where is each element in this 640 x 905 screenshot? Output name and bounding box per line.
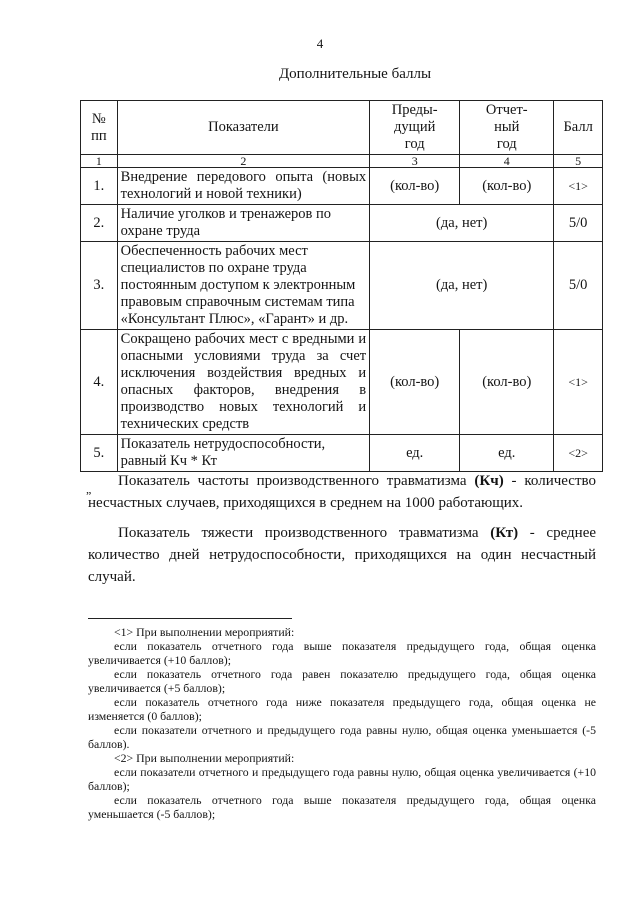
table-row bbox=[81, 205, 603, 242]
table-row bbox=[81, 242, 603, 330]
paragraph-text: Показатель частоты производственного травматизма bbox=[118, 473, 475, 489]
footnote-line: <1> При выполнении мероприятий: bbox=[114, 625, 295, 639]
header-num bbox=[81, 101, 118, 155]
row-indicator: Обеспеченность рабочих мест специалистов по охране труда постоянным доступом к электронным правовым справочным системам типа «Консультант Плюс», «Гарант» и др. bbox=[117, 242, 369, 330]
footnote-divider bbox=[88, 618, 292, 619]
footnote-line: если показатели отчетного и предыдущего года равны нулю, общая оценка уменьшается (-5 баллов). bbox=[88, 723, 596, 751]
page-title: Дополнительные баллы bbox=[278, 66, 432, 82]
row-score: 5/0 bbox=[554, 205, 603, 242]
row-number: 3. bbox=[81, 242, 118, 330]
header-num-line1: № bbox=[91, 110, 106, 127]
row-report-value: (кол-во) bbox=[460, 330, 554, 435]
row-prev-value: (кол-во) bbox=[370, 168, 460, 205]
table-row bbox=[81, 435, 603, 472]
paragraph-frequency bbox=[88, 470, 596, 514]
footnote-line: если показатель отчетного года выше показателя предыдущего года, общая оценка уменьшается (-5 баллов); bbox=[88, 793, 596, 821]
row-number: 5. bbox=[81, 435, 118, 472]
table-index-row bbox=[81, 155, 603, 168]
footnotes bbox=[88, 625, 596, 821]
row-merged-value: (да, нет) bbox=[370, 205, 554, 242]
header-score: Балл bbox=[554, 101, 603, 155]
index-cell: 3 bbox=[370, 155, 460, 168]
row-score: <2> bbox=[554, 435, 603, 472]
footnote-line: если показатели отчетного и предыдущего года равны нулю, общая оценка увеличивается (+10 баллов); bbox=[88, 765, 596, 793]
header-report-year bbox=[460, 101, 554, 155]
index-cell: 1 bbox=[81, 155, 118, 168]
row-score: 5/0 bbox=[554, 242, 603, 330]
row-report-value: ед. bbox=[460, 435, 554, 472]
header-prev-line3: год bbox=[404, 136, 425, 152]
row-indicator: Внедрение передового опыта (новых технологий и новой техники) bbox=[117, 168, 369, 205]
row-indicator: Наличие уголков и тренажеров по охране труда bbox=[117, 205, 369, 242]
header-prev-year bbox=[370, 101, 460, 155]
footnote-line: если показатель отчетного года равен показателю предыдущего года, общая оценка увеличивается (+5 баллов); bbox=[88, 667, 596, 695]
row-prev-value: (кол-во) bbox=[370, 330, 460, 435]
header-prev-line1: Преды- bbox=[391, 102, 438, 118]
paragraph-severity bbox=[88, 522, 596, 588]
paragraph-term: (Кч) bbox=[474, 473, 504, 489]
paragraph-text: - среднее количество дней нетрудоспособности, приходящихся на один несчастный случай. bbox=[88, 525, 597, 585]
header-prev-line2: дущий bbox=[394, 119, 436, 135]
footnote-line: если показатель отчетного года выше показателя предыдущего года, общая оценка увеличивается (+10 баллов); bbox=[88, 639, 596, 667]
index-cell: 4 bbox=[460, 155, 554, 168]
index-cell: 5 bbox=[554, 155, 603, 168]
table-header-row bbox=[81, 101, 603, 155]
footnote-line: если показатель отчетного года ниже показателя предыдущего года, общая оценка не изменяется (0 баллов); bbox=[88, 695, 596, 723]
row-score: <1> bbox=[554, 168, 603, 205]
margin-mark: „ bbox=[86, 482, 92, 496]
page-number: 4 bbox=[316, 36, 324, 51]
header-num-line2: пп bbox=[91, 127, 107, 144]
table-row bbox=[81, 168, 603, 205]
row-number: 1. bbox=[81, 168, 118, 205]
row-number: 4. bbox=[81, 330, 118, 435]
row-indicator: Сокращено рабочих мест с вредными и опасными условиями труда за счет исключения воздействия вредных и опасных факторов, внедрения в производство новых технологий и технических средств bbox=[117, 330, 369, 435]
table-row bbox=[81, 330, 603, 435]
header-rep-line2: ный bbox=[494, 119, 520, 135]
paragraph-text: - количество несчастных случаев, приходящихся в среднем на 1000 работающих. bbox=[88, 473, 596, 511]
paragraph-term: (Кт) bbox=[490, 525, 519, 541]
header-rep-line3: год bbox=[496, 136, 517, 152]
footnote-line: <2> При выполнении мероприятий: bbox=[114, 751, 295, 765]
row-merged-value: (да, нет) bbox=[370, 242, 554, 330]
paragraph-text: Показатель тяжести производственного травматизма bbox=[118, 525, 491, 541]
index-cell: 2 bbox=[117, 155, 369, 168]
header-rep-line1: Отчет- bbox=[485, 102, 528, 118]
row-number: 2. bbox=[81, 205, 118, 242]
row-score: <1> bbox=[554, 330, 603, 435]
additional-points-table bbox=[80, 100, 603, 472]
header-indicator: Показатели bbox=[117, 101, 369, 155]
row-report-value: (кол-во) bbox=[460, 168, 554, 205]
row-prev-value: ед. bbox=[370, 435, 460, 472]
row-indicator: Показатель нетрудоспособности, равный Кч * Кт bbox=[117, 435, 369, 472]
